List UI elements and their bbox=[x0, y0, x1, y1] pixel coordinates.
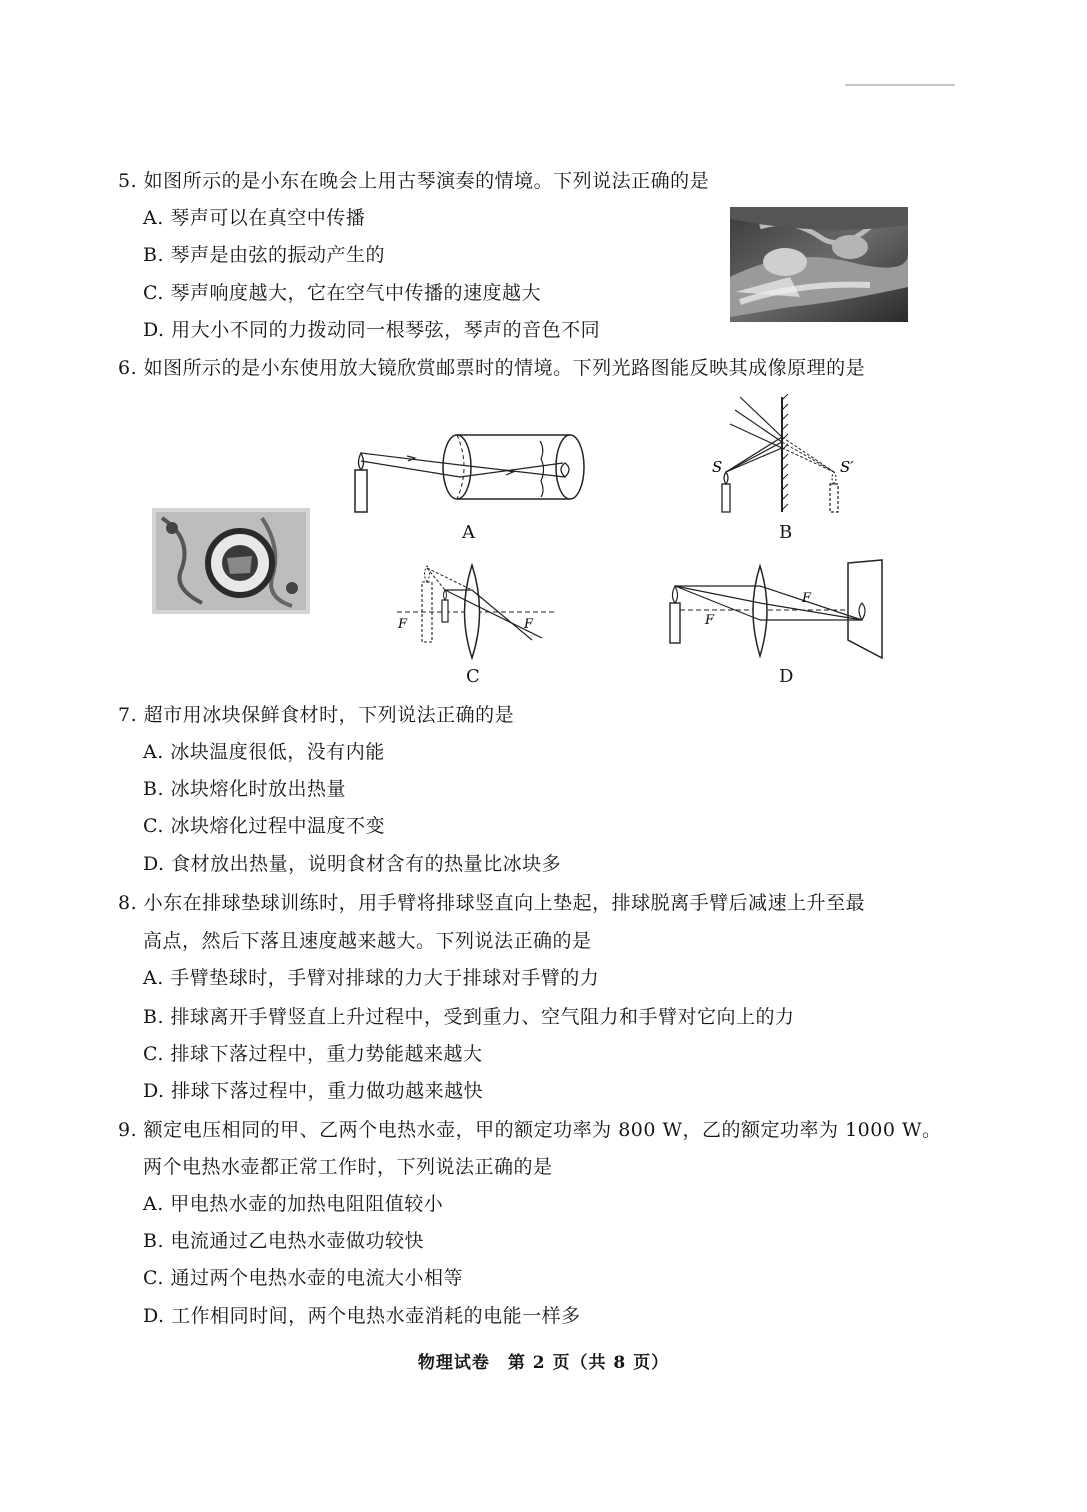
q5-option-a: A. 琴声可以在真空中传播 bbox=[143, 207, 366, 229]
q8-stem-line1: 8. 小东在排球垫球训练时，用手臂将排球竖直向上垫起，排球脱离手臂后减速上升至最 bbox=[118, 892, 866, 914]
figure-a bbox=[345, 425, 595, 520]
q9-option-c: C. 通过两个电热水壶的电流大小相等 bbox=[143, 1267, 463, 1289]
figure-c-label: C bbox=[466, 666, 480, 687]
q7-option-b: B. 冰块熔化时放出热量 bbox=[143, 778, 347, 800]
label-f-left: F bbox=[398, 617, 408, 632]
q7-option-a: A. 冰块温度很低，没有内能 bbox=[143, 741, 385, 763]
q9-stem-line2: 两个电热水壶都正常工作时，下列说法正确的是 bbox=[143, 1156, 553, 1178]
q5-stem: 5. 如图所示的是小东在晚会上用古琴演奏的情境。下列说法正确的是 bbox=[118, 170, 710, 192]
stamp-magnifier-photo bbox=[152, 508, 310, 614]
q7-option-c: C. 冰块熔化过程中温度不变 bbox=[143, 815, 385, 837]
label-s-prime: S′ bbox=[840, 458, 854, 476]
q7-option-d: D. 食材放出热量，说明食材含有的热量比冰块多 bbox=[143, 853, 562, 875]
label-s: S bbox=[712, 458, 723, 476]
q9-stem-line1: 9. 额定电压相同的甲、乙两个电热水壶，甲的额定功率为 800 W，乙的额定功率为 1000 W。 bbox=[118, 1119, 942, 1141]
figure-b-label: B bbox=[779, 522, 793, 543]
q7-stem: 7. 超市用冰块保鲜食材时，下列说法正确的是 bbox=[118, 704, 515, 726]
scan-mark bbox=[845, 84, 955, 86]
q8-option-d: D. 排球下落过程中，重力做功越来越快 bbox=[143, 1080, 484, 1102]
q5-option-d: D. 用大小不同的力拨动同一根琴弦，琴声的音色不同 bbox=[143, 319, 601, 341]
label-f-right-d: F bbox=[802, 591, 812, 606]
q9-option-d: D. 工作相同时间，两个电热水壶消耗的电能一样多 bbox=[143, 1305, 581, 1327]
figure-d-label: D bbox=[779, 666, 794, 687]
q8-option-a: A. 手臂垫球时，手臂对排球的力大于排球对手臂的力 bbox=[143, 967, 600, 989]
figure-c bbox=[392, 560, 562, 662]
q8-option-c: C. 排球下落过程中，重力势能越来越大 bbox=[143, 1043, 483, 1065]
q9-option-b: B. 电流通过乙电热水壶做功较快 bbox=[143, 1230, 425, 1252]
label-f-right: F bbox=[524, 617, 534, 632]
label-f-left-d: F bbox=[705, 613, 715, 628]
q5-option-b: B. 琴声是由弦的振动产生的 bbox=[143, 244, 386, 266]
q5-option-c: C. 琴声响度越大，它在空气中传播的速度越大 bbox=[143, 282, 541, 304]
q6-stem: 6. 如图所示的是小东使用放大镜欣赏邮票时的情境。下列光路图能反映其成像原理的是 bbox=[118, 357, 866, 379]
q9-option-a: A. 甲电热水壶的加热电阻阻值较小 bbox=[143, 1193, 444, 1215]
q8-option-b: B. 排球离开手臂竖直上升过程中，受到重力、空气阻力和手臂对它向上的力 bbox=[143, 1006, 795, 1028]
figure-b bbox=[700, 392, 870, 517]
page-footer: 物理试卷 第 2 页（共 8 页） bbox=[417, 1353, 670, 1373]
guqin-photo bbox=[730, 207, 908, 322]
figure-a-label: A bbox=[462, 522, 475, 543]
q8-stem-line2: 高点，然后下落且速度越来越大。下列说法正确的是 bbox=[143, 930, 592, 952]
figure-d bbox=[660, 558, 890, 660]
